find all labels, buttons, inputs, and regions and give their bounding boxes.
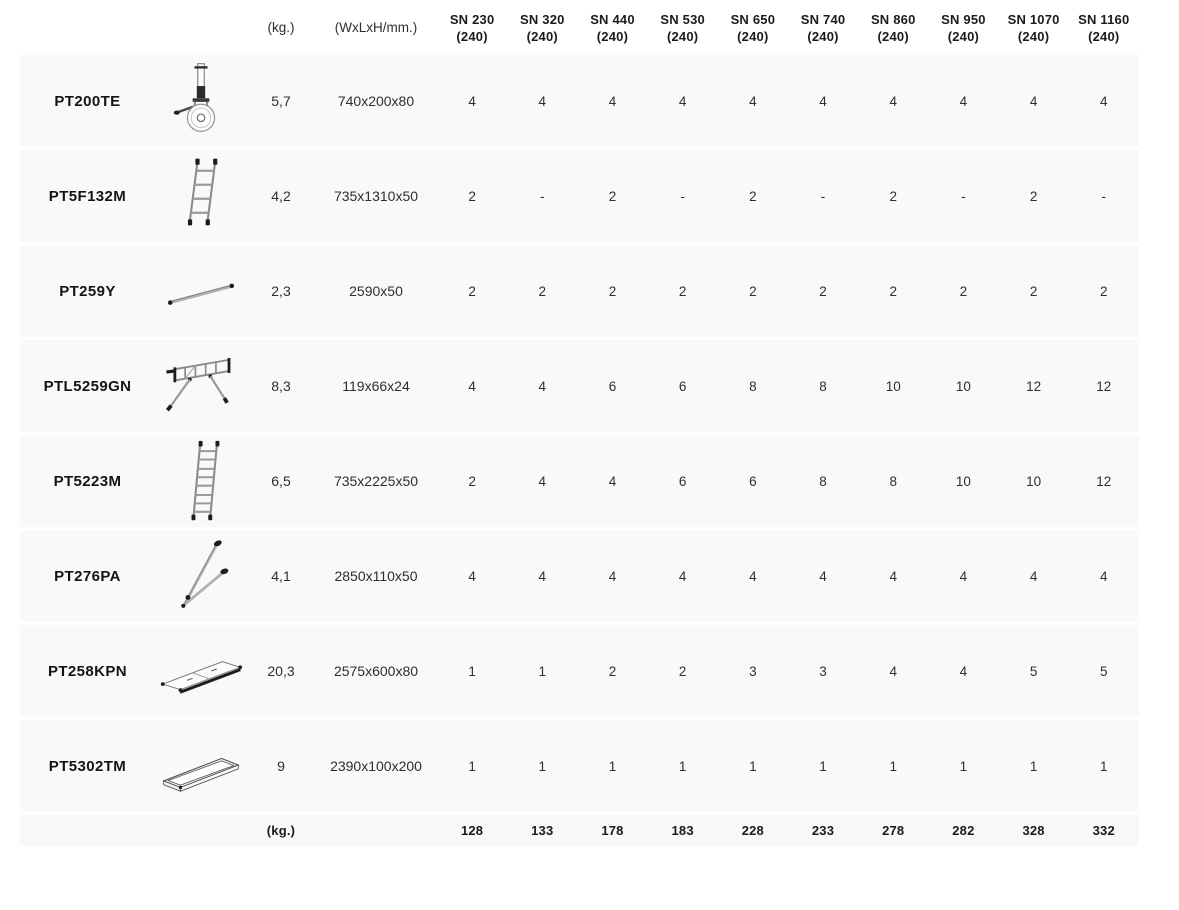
sn-label: SN 860 <box>870 11 916 27</box>
qty-value: 4 <box>1100 93 1108 109</box>
table-row <box>20 435 1139 527</box>
qty-value: - <box>540 188 545 204</box>
weight-value: 20,3 <box>267 663 295 679</box>
qty-value: 1 <box>1029 758 1038 774</box>
qty-value: 10 <box>955 378 971 394</box>
qty-value: 4 <box>608 568 617 584</box>
weight-value: 8,3 <box>271 378 291 394</box>
qty-value: 4 <box>538 378 547 394</box>
qty-value: - <box>820 188 826 204</box>
dimensions-value: 740x200x80 <box>337 93 415 109</box>
toe-board-icon <box>159 724 243 808</box>
qty-value: 1 <box>468 758 476 774</box>
qty-value: 1 <box>608 758 617 774</box>
qty-value: 4 <box>959 568 968 584</box>
table-row <box>20 55 1139 147</box>
qty-value: 4 <box>959 93 968 109</box>
qty-value: 4 <box>1029 568 1038 584</box>
qty-value: 2 <box>468 188 476 204</box>
dimensions-value: 119x66x24 <box>342 378 410 394</box>
dimensions-value: 2850x110x50 <box>334 568 418 584</box>
qty-value: 2 <box>538 283 547 299</box>
qty-value: 4 <box>538 93 547 109</box>
sn-sub: (240) <box>807 28 839 44</box>
product-code: PT5223M <box>53 472 122 490</box>
qty-value: 4 <box>538 473 547 489</box>
product-icon <box>155 59 247 143</box>
sn-sub: (240) <box>947 28 980 44</box>
header-sn-740 <box>788 11 858 45</box>
qty-value: 12 <box>1026 378 1042 394</box>
qty-value: 2 <box>678 283 687 299</box>
sn-label: SN 530 <box>660 11 705 27</box>
qty-value: 4 <box>1029 93 1038 109</box>
qty-value: 12 <box>1096 473 1112 489</box>
product-code: PT259Y <box>59 282 116 300</box>
qty-value: 2 <box>468 283 476 299</box>
dimensions-value: 2575x600x80 <box>333 663 419 679</box>
total-value: 228 <box>741 823 764 838</box>
qty-value: 4 <box>608 473 617 489</box>
qty-value: 2 <box>889 283 897 299</box>
qty-value: 2 <box>749 283 757 299</box>
qty-value: 1 <box>889 758 897 774</box>
total-value: 328 <box>1022 823 1045 838</box>
weight-value: 9 <box>277 758 285 774</box>
header-sn-440 <box>577 11 647 45</box>
header-sn-320 <box>507 11 577 45</box>
header-sn-1160 <box>1069 11 1139 45</box>
product-icon <box>155 154 247 238</box>
qty-value: 10 <box>885 378 901 394</box>
header-weight: (kg.) <box>267 20 295 35</box>
product-code: PT5F132M <box>48 187 127 205</box>
table-row <box>20 150 1139 242</box>
qty-value: 1 <box>538 663 547 679</box>
diagonal-brace-icon <box>159 249 243 333</box>
product-icon <box>155 439 247 523</box>
qty-value: 1 <box>678 758 687 774</box>
qty-value: 2 <box>678 663 687 679</box>
table-row <box>20 625 1139 717</box>
qty-value: 4 <box>889 93 897 109</box>
weight-value: 6,5 <box>271 473 291 489</box>
sn-sub: (240) <box>1088 28 1120 44</box>
ladder-frame-tall-icon <box>159 439 243 523</box>
header-sn-230 <box>437 11 507 45</box>
product-icon <box>155 724 247 808</box>
dimensions-value: 2590x50 <box>349 283 403 299</box>
qty-value: 2 <box>889 188 897 204</box>
qty-value: - <box>1101 188 1107 204</box>
table-row <box>20 530 1139 622</box>
sn-sub: (240) <box>1017 28 1050 44</box>
qty-value: 2 <box>468 473 476 489</box>
total-value: 133 <box>531 823 554 838</box>
qty-value: 10 <box>955 473 971 489</box>
header-sn-530 <box>648 11 718 45</box>
sn-label: SN 950 <box>941 11 986 27</box>
qty-value: 4 <box>538 568 547 584</box>
table-row <box>20 720 1139 812</box>
dimensions-value: 2390x100x200 <box>330 758 422 774</box>
qty-value: 8 <box>819 473 827 489</box>
stabilizer-ladder-icon <box>159 344 243 428</box>
sn-sub: (240) <box>456 28 488 44</box>
product-icon <box>155 534 247 618</box>
product-code: PT258KPN <box>47 662 128 680</box>
qty-value: 12 <box>1096 378 1112 394</box>
product-icon <box>155 249 247 333</box>
sn-sub: (240) <box>596 28 629 44</box>
qty-value: 4 <box>468 378 476 394</box>
qty-value: 8 <box>749 378 757 394</box>
table-row <box>20 340 1139 432</box>
sn-label: SN 740 <box>800 11 846 27</box>
sn-sub: (240) <box>877 28 909 44</box>
sn-sub: (240) <box>526 28 558 44</box>
table-footer <box>20 815 1139 846</box>
qty-value: 4 <box>889 568 897 584</box>
sn-label: SN 650 <box>730 11 776 27</box>
qty-value: 4 <box>959 663 968 679</box>
header-sn-650 <box>718 11 788 45</box>
qty-value: 2 <box>819 283 827 299</box>
qty-value: 8 <box>819 378 827 394</box>
qty-value: 4 <box>889 663 897 679</box>
header-sn-860 <box>858 11 928 45</box>
total-value: 183 <box>671 823 694 838</box>
qty-value: 1 <box>959 758 968 774</box>
footer-kg-label: (kg.) <box>266 823 296 838</box>
qty-value: 6 <box>678 473 687 489</box>
header-sn-950 <box>928 11 998 45</box>
qty-value: 4 <box>819 568 827 584</box>
product-code: PTL5259GN <box>43 377 132 395</box>
qty-value: 4 <box>468 568 476 584</box>
product-code: PT200TE <box>54 92 121 110</box>
sn-label: SN 1070 <box>1007 11 1060 27</box>
qty-value: 2 <box>608 283 617 299</box>
total-value: 178 <box>601 823 624 838</box>
sn-sub: (240) <box>737 28 769 44</box>
qty-value: 2 <box>1100 283 1108 299</box>
qty-value: - <box>961 188 966 204</box>
total-value: 233 <box>811 823 835 838</box>
sn-label: SN 1160 <box>1078 11 1130 27</box>
qty-value: 2 <box>959 283 968 299</box>
weight-value: 5,7 <box>271 93 291 109</box>
double-brace-icon <box>159 534 243 618</box>
total-value: 128 <box>460 823 484 838</box>
product-code: PT276PA <box>54 567 121 585</box>
weight-value: 4,2 <box>271 188 291 204</box>
qty-value: 2 <box>1029 283 1038 299</box>
platform-deck-icon <box>159 629 243 713</box>
qty-value: 4 <box>608 93 617 109</box>
qty-value: 1 <box>1100 758 1108 774</box>
header-sn-1070 <box>999 11 1069 45</box>
qty-value: 1 <box>749 758 757 774</box>
header-dimensions: (WxLxH/mm.) <box>334 20 418 35</box>
product-code: PT5302TM <box>48 757 127 775</box>
weight-value: 4,1 <box>271 568 291 584</box>
qty-value: 2 <box>608 663 617 679</box>
qty-value: 2 <box>608 188 617 204</box>
ladder-frame-small-icon <box>159 154 243 238</box>
qty-value: 5 <box>1029 663 1038 679</box>
qty-value: 4 <box>749 568 757 584</box>
qty-value: 4 <box>678 568 687 584</box>
table-row <box>20 245 1139 337</box>
qty-value: 10 <box>1026 473 1042 489</box>
sn-label: SN 440 <box>590 11 635 27</box>
total-value: 332 <box>1092 823 1115 838</box>
total-value: 278 <box>882 823 905 838</box>
qty-value: 4 <box>819 93 827 109</box>
weight-value: 2,3 <box>271 283 291 299</box>
dimensions-value: 735x2225x50 <box>333 473 419 489</box>
castor-wheel-icon <box>159 59 243 143</box>
product-icon <box>155 629 247 713</box>
qty-value: 1 <box>819 758 827 774</box>
qty-value: 4 <box>678 93 687 109</box>
qty-value: 6 <box>608 378 617 394</box>
qty-value: 5 <box>1100 663 1108 679</box>
qty-value: 4 <box>468 93 476 109</box>
table-header <box>20 0 1139 55</box>
total-value: 282 <box>952 823 975 838</box>
qty-value: 6 <box>678 378 687 394</box>
qty-value: 2 <box>1029 188 1038 204</box>
qty-value: 3 <box>819 663 827 679</box>
sn-label: SN 320 <box>520 11 565 27</box>
qty-value: 4 <box>1100 568 1108 584</box>
product-icon <box>155 344 247 428</box>
qty-value: 6 <box>749 473 757 489</box>
qty-value: 4 <box>749 93 757 109</box>
qty-value: 1 <box>538 758 547 774</box>
qty-value: - <box>680 188 685 204</box>
sn-sub: (240) <box>666 28 699 44</box>
qty-value: 3 <box>749 663 757 679</box>
qty-value: 1 <box>468 663 476 679</box>
dimensions-value: 735x1310x50 <box>333 188 419 204</box>
qty-value: 8 <box>889 473 897 489</box>
sn-label: SN 230 <box>449 11 495 27</box>
qty-value: 2 <box>749 188 757 204</box>
